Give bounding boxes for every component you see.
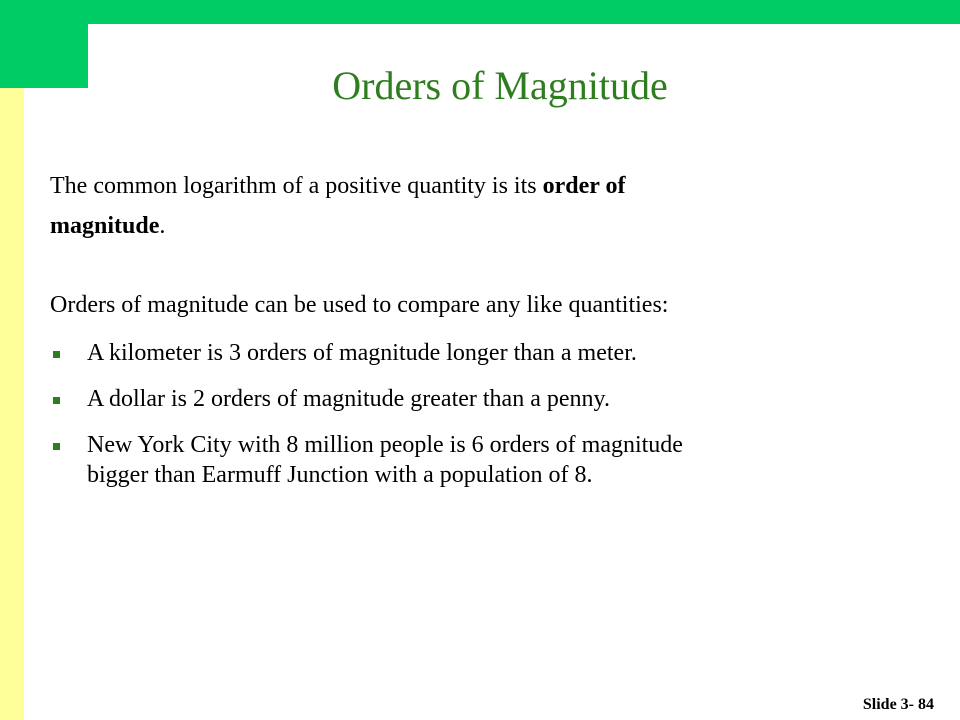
bullet-text-line-1: New York City with 8 million people is 6 orders of magnitude xyxy=(87,432,683,458)
bullet-text: A kilometer is 3 orders of magnitude longer than a meter. xyxy=(87,340,637,366)
top-green-bar xyxy=(88,0,960,24)
definition-text: The common logarithm of a positive quantity is its xyxy=(50,173,543,199)
definition-line-2 xyxy=(50,206,625,246)
square-bullet-icon xyxy=(53,351,60,358)
square-bullet-icon xyxy=(53,443,60,450)
slide-number: Slide 3- 84 xyxy=(862,696,934,713)
definition-period: . xyxy=(159,213,166,239)
list-item xyxy=(50,430,910,490)
square-bullet-icon xyxy=(53,397,60,404)
definition-paragraph xyxy=(50,166,625,246)
term-magnitude: magnitude xyxy=(50,213,160,239)
slide-title: Orders of Magnitude xyxy=(332,63,668,108)
bullet-text: A dollar is 2 orders of magnitude greater than a penny. xyxy=(87,386,610,412)
bullet-text-line-2: bigger than Earmuff Junction with a population of 8. xyxy=(87,462,593,488)
comparison-intro: Orders of magnitude can be used to compare any like quantities: xyxy=(50,292,669,318)
list-item xyxy=(50,384,910,414)
definition-line-1 xyxy=(50,166,625,206)
term-order-of: order of xyxy=(542,173,626,199)
bullet-list xyxy=(50,338,910,506)
list-item xyxy=(50,338,910,368)
